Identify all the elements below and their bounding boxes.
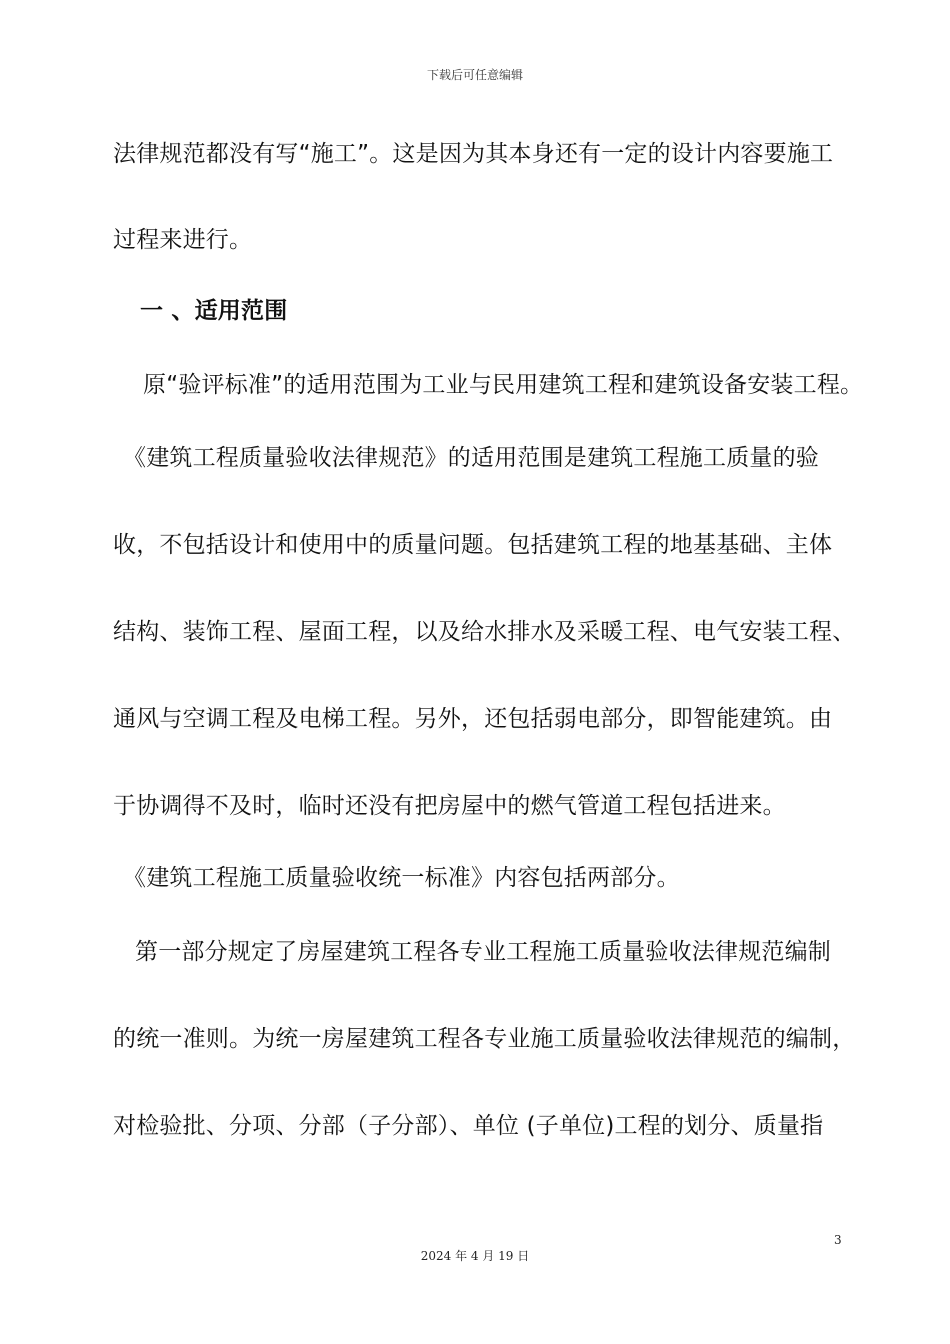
body-line: 的统一准则。为统一房屋建筑工程各专业施工质量验收法律规范的编制， — [113, 1026, 856, 1052]
page-footer-date: 2024 年 4 月 19 日 — [420, 1249, 530, 1263]
body-line: 《建筑工程质量验收法律规范》的适用范围是建筑工程施工质量的验 — [123, 445, 819, 471]
body-line: 法律规范都没有写“施工”。这是因为其本身还有一定的设计内容要施工 — [113, 141, 834, 167]
body-line: 于协调得不及时，临时还没有把房屋中的燃气管道工程包括进来。 — [113, 793, 786, 819]
body-line: 对检验批、分项、分部（子分部）、单位 (子单位)工程的划分、质量指 — [113, 1113, 824, 1139]
body-line: 《建筑工程施工质量验收统一标准》内容包括两部分。 — [123, 865, 680, 891]
body-line: 结构、装饰工程、屋面工程，以及给水排水及采暖工程、电气安装工程、 — [113, 619, 856, 645]
page-header: 下载后可任意编辑 — [426, 68, 523, 82]
body-line: 第一部分规定了房屋建筑工程各专业工程施工质量验收法律规范编制 — [135, 939, 831, 965]
page-number: 3 — [834, 1233, 842, 1247]
body-line: 收，不包括设计和使用中的质量问题。包括建筑工程的地基基础、主体 — [113, 532, 833, 558]
section-heading: 一 、适用范围 — [140, 298, 288, 324]
body-line: 原“验评标准”的适用范围为工业与民用建筑工程和建筑设备安装工程。 — [143, 372, 864, 398]
body-line: 通风与空调工程及电梯工程。另外，还包括弱电部分，即智能建筑。由 — [113, 706, 833, 732]
body-line: 过程来进行。 — [113, 227, 253, 253]
